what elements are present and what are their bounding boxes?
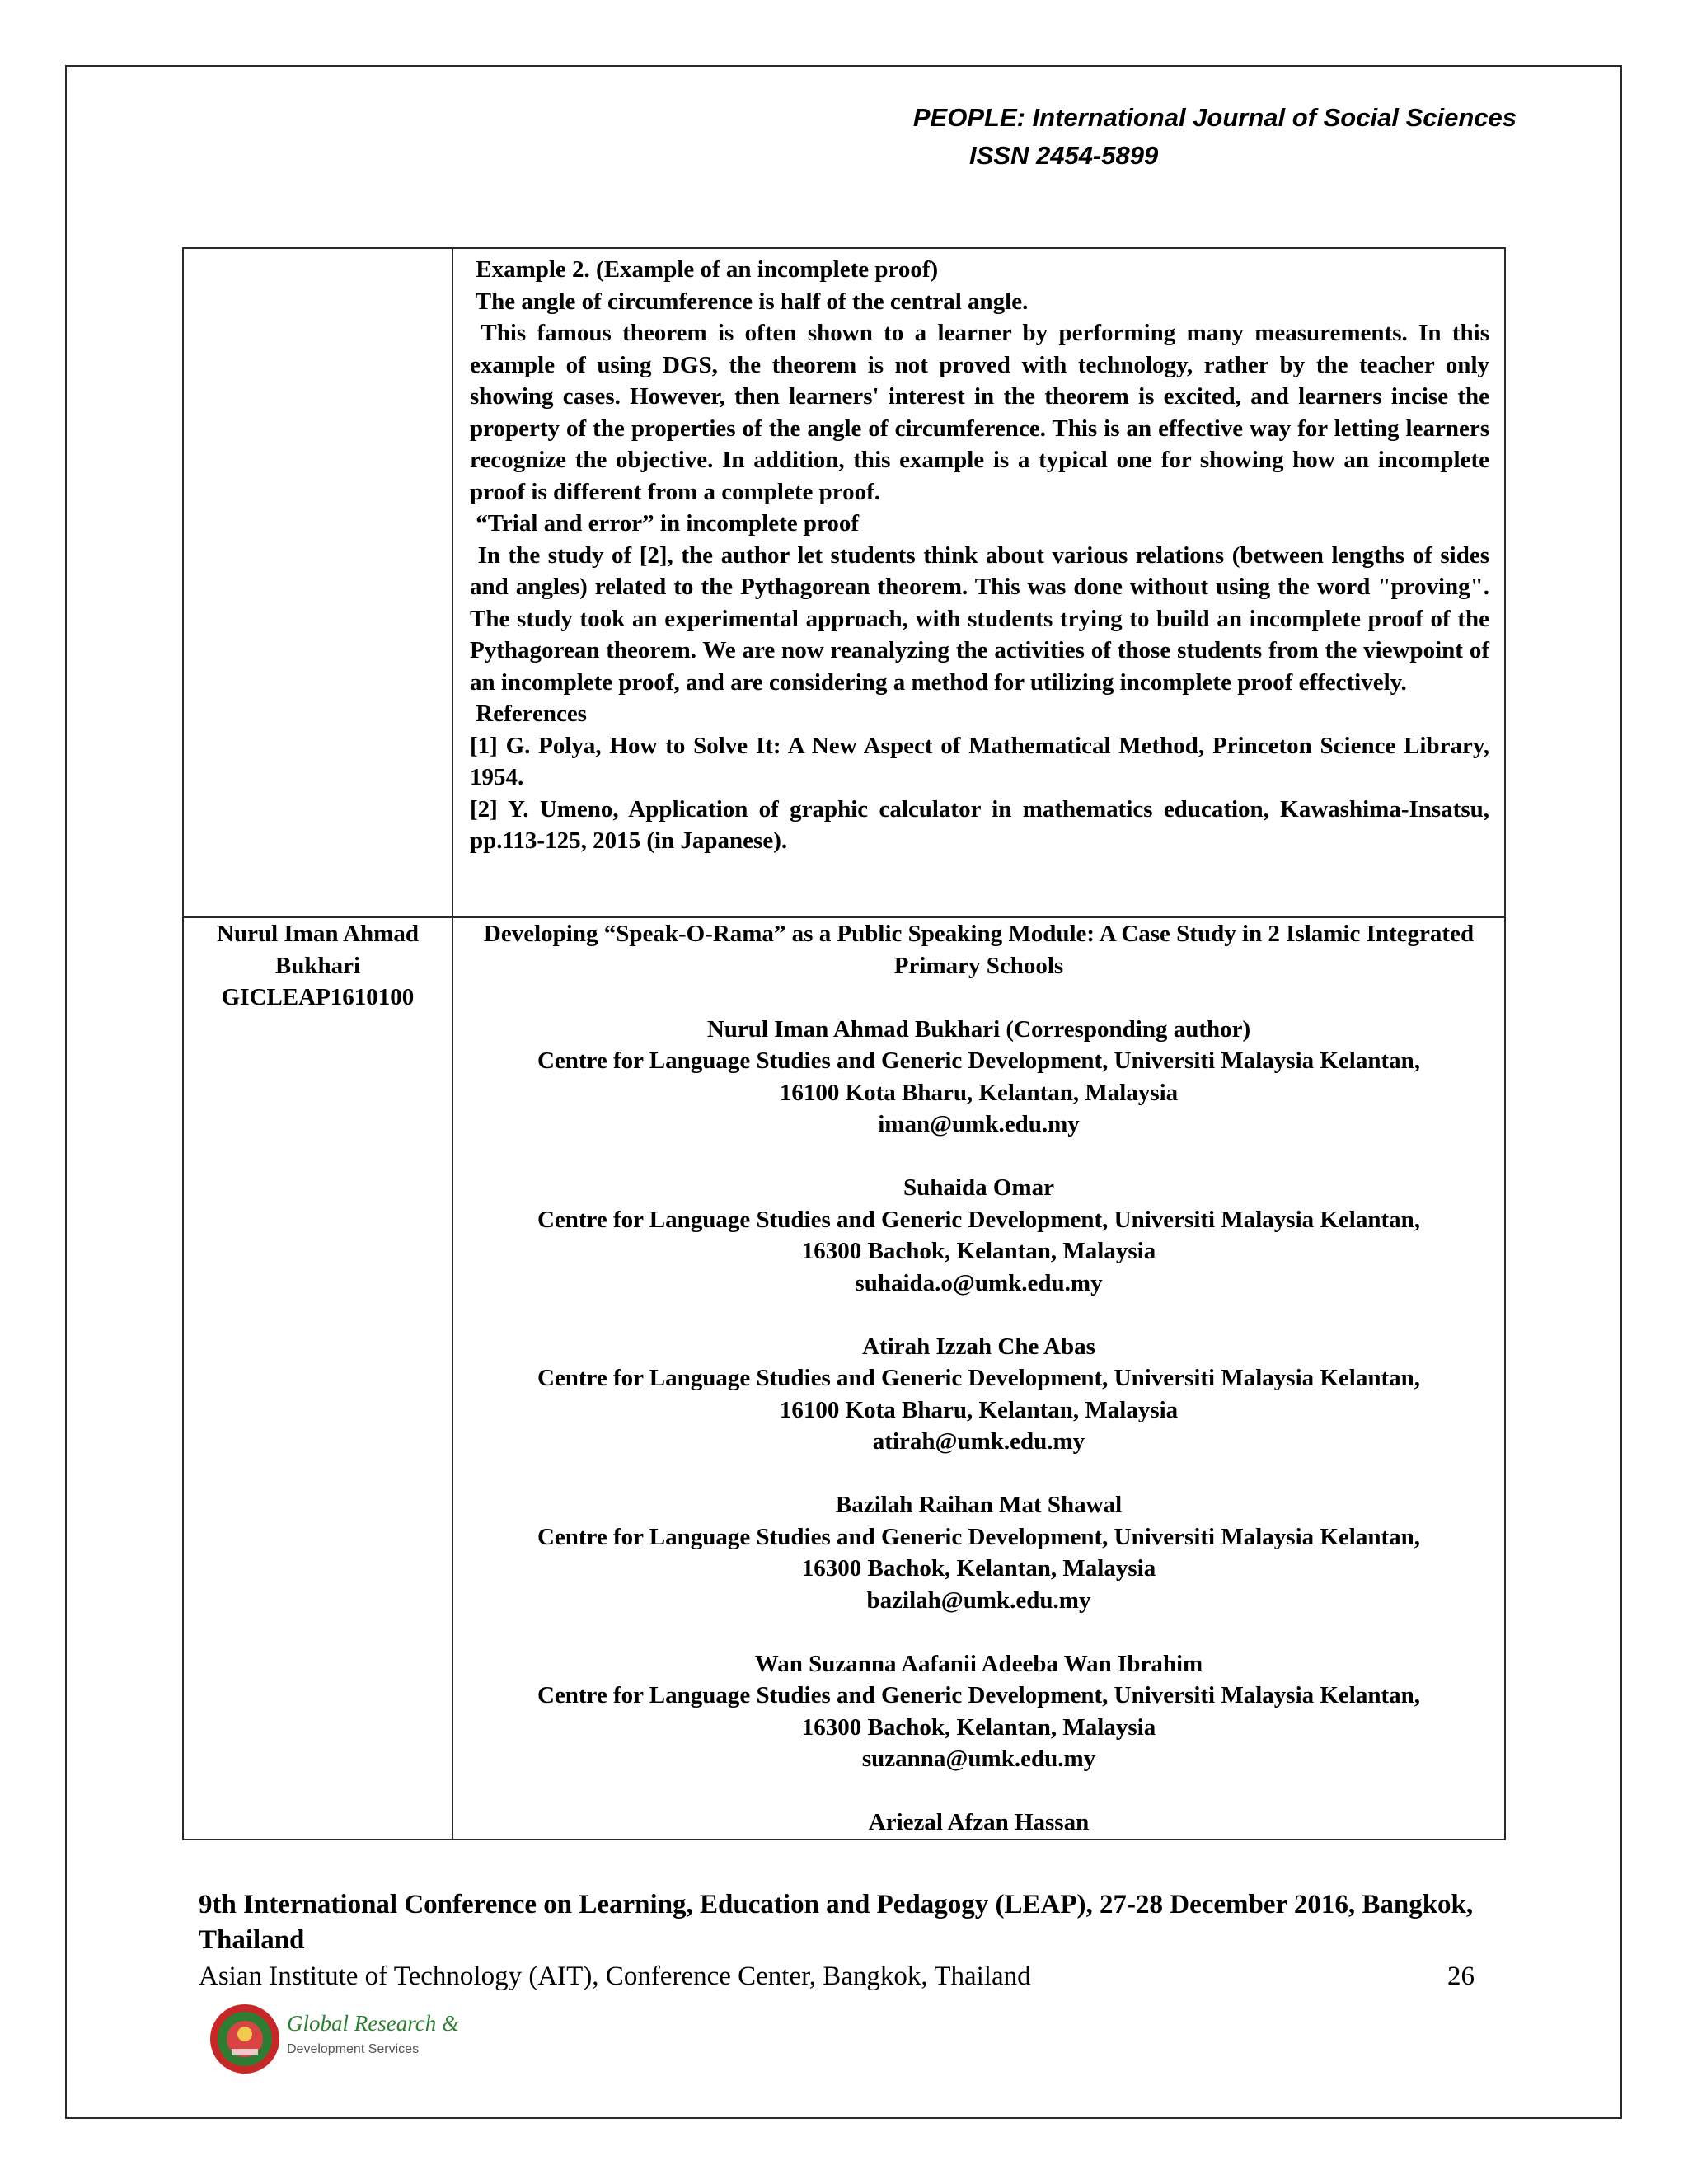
author-address: 16100 Kota Bharu, Kelantan, Malaysia [779,1396,1179,1423]
reference-2: [2] Y. Umeno, Application of graphic calculator in mathematics education, Kawashima-Insatsu, pp.113-125, 2015 (in Japanese). [470,795,1489,854]
venue-row [199,1958,1476,1994]
row2-paper-cell [452,917,1505,1840]
author-name: Atirah Izzah Che Abas [862,1333,1095,1360]
author-address: 16300 Bachok, Kelantan, Malaysia [801,1555,1156,1582]
paragraph-study: In the study of [2], the author let students think about various relations (between lengths of sides and angles) related to the Pythagorean theorem. This was done without using the word "proving". The study took an experimental approach, with students trying to build an incomplete proof of the Pythagorean theorem. We are now reanalyzing the activities of those students from the viewpoint of an incomplete proof, and are considering a method for utilizing incomplete proof effectively. [470,541,1496,696]
row2-left-cell [183,917,452,1840]
author-name: Wan Suzanna Aafanii Adeeba Wan Ibrahim [754,1650,1203,1677]
author-affiliation: Centre for Language Studies and Generic Development, Universiti Malaysia Kelantan, [537,1682,1421,1708]
author-email: atirah@umk.edu.my [872,1428,1085,1455]
author-email: bazilah@umk.edu.my [866,1586,1091,1614]
table-row [183,248,1505,917]
author-address: 16300 Bachok, Kelantan, Malaysia [801,1238,1156,1264]
author-affiliation: Centre for Language Studies and Generic Development, Universiti Malaysia Kelantan, [537,1365,1421,1391]
paragraph-dgs: This famous theorem is often shown to a learner by performing many measurements. In this example of using DGS, the theorem is not proved with technology, rather by the teacher only showing cases. However, then learners' interest in the theorem is excited, and learners incise the property of the properties of the angle of circumference. This is an effective way for letting learners recognize the objective. In addition, this example is a typical one for showing how an incomplete proof is different from a complete proof. [470,320,1496,505]
logo-text-line2: Development Services [287,2042,420,2056]
page-number: 26 [1447,1961,1475,1991]
journal-issn: ISSN 2454-5899 [969,141,1159,170]
paper-title: Developing “Speak-O-Rama” as a Public Speaking Module: A Case Study in 2 Islamic Integrated Primary Schools [483,921,1475,979]
theorem-statement: The angle of circumference is half of the central angle. [470,288,1029,315]
author-affiliation: Centre for Language Studies and Generic Development, Universiti Malaysia Kelantan, [537,1206,1421,1233]
conference-name: 9th International Conference on Learning, Education and Pedagogy (LEAP), 27-28 December 2016, Bangkok, Thailand [199,1890,1474,1955]
author-email: suhaida.o@umk.edu.my [855,1269,1103,1296]
row1-left-cell [183,248,452,917]
author-affiliation: Centre for Language Studies and Generic Development, Universiti Malaysia Kelantan, [537,1047,1421,1074]
content-table [182,247,1506,1840]
global-research-logo [208,1993,459,2085]
author-email: suzanna@umk.edu.my [861,1746,1096,1772]
author-email: iman@umk.edu.my [878,1111,1080,1137]
trial-error-heading: “Trial and error” in incomplete proof [470,510,860,537]
author-name-line2: Bukhari [274,952,361,979]
logo-text-line1: Global Research & [287,2011,459,2036]
reference-1: [1] G. Polya, How to Solve It: A New Aspect of Mathematical Method, Princeton Science Library, 1954. [470,732,1489,790]
author-name: Nurul Iman Ahmad Bukhari (Corresponding author) [706,1015,1251,1043]
paper-id: GICLEAP1610100 [221,984,415,1010]
page-footer [199,1887,1476,1994]
references-heading: References [470,701,587,727]
venue: Asian Institute of Technology (AIT), Conference Center, Bangkok, Thailand [199,1961,1031,1991]
author-name: Bazilah Raihan Mat Shawal [835,1492,1123,1518]
row1-abstract-cell [452,248,1505,917]
author-address: 16100 Kota Bharu, Kelantan, Malaysia [779,1079,1179,1106]
logo-emblem-icon [208,1993,282,2085]
author-name-last: Ariezal Afzan Hassan [868,1809,1090,1835]
author-name-line1: Nurul Iman Ahmad [217,921,419,947]
journal-title: PEOPLE: International Journal of Social Sciences [912,103,1517,132]
author-address: 16300 Bachok, Kelantan, Malaysia [801,1713,1156,1741]
author-affiliation: Centre for Language Studies and Generic Development, Universiti Malaysia Kelantan, [537,1523,1421,1550]
journal-header [824,99,1517,175]
example-heading: Example 2. (Example of an incomplete proof) [470,256,939,283]
author-name: Suhaida Omar [903,1174,1054,1201]
table-row [183,917,1505,1840]
